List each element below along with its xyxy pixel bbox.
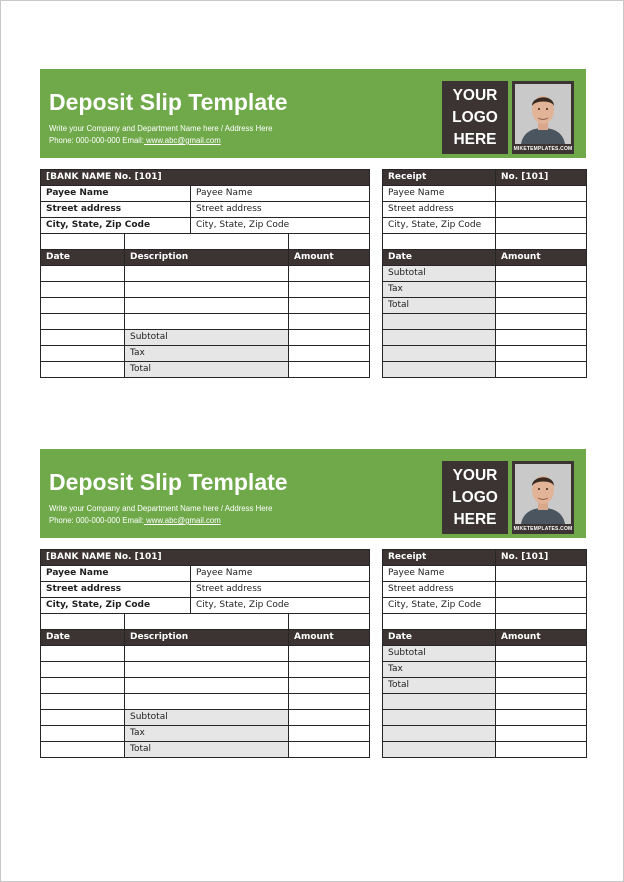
description-cell[interactable]	[125, 266, 289, 282]
receipt-subtotal-label: Subtotal	[383, 266, 496, 282]
amount-cell[interactable]	[289, 266, 370, 282]
date-column-header: Date	[41, 250, 125, 266]
city-field[interactable]: City, State, Zip Code	[191, 218, 370, 234]
receipt-cell[interactable]	[496, 726, 587, 742]
bank-name-header: [BANK NAME No. [101]	[41, 170, 370, 186]
receipt-header: Receipt	[383, 170, 496, 186]
table-row	[383, 218, 587, 234]
table-row	[383, 282, 587, 298]
bank-name-header: [BANK NAME No. [101]	[41, 550, 370, 566]
amount-cell[interactable]	[289, 314, 370, 330]
description-cell[interactable]	[125, 282, 289, 298]
table-row	[383, 598, 587, 614]
subtotal-label: Subtotal	[125, 330, 289, 346]
table-row	[41, 694, 370, 710]
receipt-cell[interactable]	[496, 362, 587, 378]
date-cell[interactable]	[41, 346, 125, 362]
date-cell[interactable]	[41, 646, 125, 662]
date-cell[interactable]	[41, 662, 125, 678]
subtotal-amount[interactable]	[289, 330, 370, 346]
payee-label: Payee Name	[41, 186, 191, 202]
city-label: City, State, Zip Code	[41, 598, 191, 614]
subtotal-amount[interactable]	[289, 710, 370, 726]
table-row	[383, 662, 587, 678]
table-row	[383, 234, 587, 250]
street-field[interactable]: Street address	[191, 202, 370, 218]
receipt-cell[interactable]	[496, 710, 587, 726]
receipt-cell[interactable]	[383, 362, 496, 378]
logo-line: HERE	[453, 510, 497, 528]
table-row	[383, 298, 587, 314]
blank-cell[interactable]	[41, 614, 125, 630]
logo-placeholder	[442, 461, 508, 534]
deposit-table	[40, 549, 370, 758]
receipt-cell[interactable]	[383, 614, 496, 630]
table-row	[383, 742, 587, 758]
date-cell[interactable]	[41, 742, 125, 758]
table-row	[383, 330, 587, 346]
table-row	[383, 726, 587, 742]
receipt-tax-label: Tax	[383, 662, 496, 678]
receipt-city: City, State, Zip Code	[383, 218, 496, 234]
table-row	[41, 550, 370, 566]
amount-cell[interactable]	[289, 694, 370, 710]
blank-cell[interactable]	[289, 234, 370, 250]
receipt-cell[interactable]	[383, 314, 496, 330]
receipt-amount-header: Amount	[496, 250, 587, 266]
table-row	[41, 346, 370, 362]
table-row	[383, 170, 587, 186]
date-cell[interactable]	[41, 726, 125, 742]
table-row	[41, 186, 370, 202]
blank-cell[interactable]	[125, 234, 289, 250]
amount-column-header: Amount	[289, 250, 370, 266]
blank-cell[interactable]	[125, 614, 289, 630]
receipt-cell[interactable]	[496, 614, 587, 630]
receipt-cell[interactable]	[496, 282, 587, 298]
tax-amount[interactable]	[289, 726, 370, 742]
street-field[interactable]: Street address	[191, 582, 370, 598]
date-cell[interactable]	[41, 314, 125, 330]
table-row	[383, 346, 587, 362]
table-row	[41, 218, 370, 234]
table-row	[383, 314, 587, 330]
total-amount[interactable]	[289, 362, 370, 378]
receipt-header: Receipt	[383, 550, 496, 566]
amount-column-header: Amount	[289, 630, 370, 646]
receipt-number: No. [101]	[496, 550, 587, 566]
table-row	[41, 614, 370, 630]
description-column-header: Description	[125, 250, 289, 266]
receipt-payee: Payee Name	[383, 566, 496, 582]
receipt-cell[interactable]	[496, 582, 587, 598]
table-row	[41, 742, 370, 758]
street-label: Street address	[41, 202, 191, 218]
receipt-street: Street address	[383, 202, 496, 218]
logo-line: LOGO	[452, 488, 498, 506]
receipt-cell[interactable]	[383, 710, 496, 726]
table-row	[41, 726, 370, 742]
receipt-cell[interactable]	[496, 202, 587, 218]
table-row	[383, 630, 587, 646]
table-row	[383, 566, 587, 582]
logo-line: HERE	[453, 130, 497, 148]
table-row	[41, 678, 370, 694]
amount-cell[interactable]	[289, 298, 370, 314]
slip-title: Deposit Slip Template	[49, 89, 288, 115]
slip-banner	[40, 449, 586, 538]
table-row	[41, 598, 370, 614]
amount-cell[interactable]	[289, 678, 370, 694]
table-row	[41, 362, 370, 378]
table-row	[383, 694, 587, 710]
description-column-header: Description	[125, 630, 289, 646]
logo-line: YOUR	[452, 86, 498, 104]
table-row	[41, 266, 370, 282]
profile-photo	[512, 461, 574, 534]
receipt-cell[interactable]	[496, 662, 587, 678]
receipt-table	[382, 169, 587, 378]
subtotal-label: Subtotal	[125, 710, 289, 726]
receipt-cell[interactable]	[496, 598, 587, 614]
slip-title: Deposit Slip Template	[49, 469, 288, 495]
payee-field[interactable]: Payee Name	[191, 186, 370, 202]
receipt-subtotal-label: Subtotal	[383, 646, 496, 662]
date-cell[interactable]	[41, 678, 125, 694]
table-row	[41, 630, 370, 646]
company-line: Write your Company and Department Name here / Address Here	[49, 124, 273, 133]
description-cell[interactable]	[125, 314, 289, 330]
table-row	[383, 646, 587, 662]
amount-cell[interactable]	[289, 646, 370, 662]
receipt-cell[interactable]	[383, 346, 496, 362]
receipt-cell[interactable]	[496, 298, 587, 314]
receipt-date-header: Date	[383, 630, 496, 646]
description-cell[interactable]	[125, 662, 289, 678]
receipt-tax-label: Tax	[383, 282, 496, 298]
deposit-table	[40, 169, 370, 378]
table-row	[383, 582, 587, 598]
logo-line: LOGO	[452, 108, 498, 126]
total-label: Total	[125, 362, 289, 378]
receipt-cell[interactable]	[496, 218, 587, 234]
table-row	[41, 646, 370, 662]
table-row	[383, 614, 587, 630]
table-row	[41, 298, 370, 314]
table-row	[41, 662, 370, 678]
table-row	[41, 170, 370, 186]
receipt-date-header: Date	[383, 250, 496, 266]
date-cell[interactable]	[41, 710, 125, 726]
email-link[interactable]: www.abc@gmail.com	[143, 516, 221, 525]
description-cell[interactable]	[125, 298, 289, 314]
logo-placeholder	[442, 81, 508, 154]
payee-label: Payee Name	[41, 566, 191, 582]
total-amount[interactable]	[289, 742, 370, 758]
receipt-cell[interactable]	[383, 330, 496, 346]
date-cell[interactable]	[41, 330, 125, 346]
photo-caption: MIKETEMPLATES.COM	[513, 146, 573, 152]
receipt-number: No. [101]	[496, 170, 587, 186]
table-row	[41, 330, 370, 346]
receipt-cell[interactable]	[383, 234, 496, 250]
company-line: Write your Company and Department Name here / Address Here	[49, 504, 273, 513]
photo-caption: MIKETEMPLATES.COM	[513, 526, 573, 532]
receipt-table	[382, 549, 587, 758]
table-row	[41, 250, 370, 266]
city-label: City, State, Zip Code	[41, 218, 191, 234]
person-photo-icon	[515, 84, 571, 144]
table-row	[41, 582, 370, 598]
table-row	[41, 314, 370, 330]
amount-cell[interactable]	[289, 662, 370, 678]
table-row	[383, 186, 587, 202]
receipt-cell[interactable]	[496, 694, 587, 710]
receipt-cell[interactable]	[383, 694, 496, 710]
receipt-total-label: Total	[383, 298, 496, 314]
table-row	[383, 266, 587, 282]
receipt-cell[interactable]	[383, 726, 496, 742]
city-field[interactable]: City, State, Zip Code	[191, 598, 370, 614]
email-link[interactable]: www.abc@gmail.com	[143, 136, 221, 145]
receipt-cell[interactable]	[496, 566, 587, 582]
date-cell[interactable]	[41, 298, 125, 314]
tax-amount[interactable]	[289, 346, 370, 362]
street-label: Street address	[41, 582, 191, 598]
receipt-amount-header: Amount	[496, 630, 587, 646]
receipt-cell[interactable]	[496, 742, 587, 758]
receipt-city: City, State, Zip Code	[383, 598, 496, 614]
total-label: Total	[125, 742, 289, 758]
table-row	[383, 202, 587, 218]
person-photo-icon	[515, 464, 571, 524]
tax-label: Tax	[125, 346, 289, 362]
receipt-cell[interactable]	[496, 330, 587, 346]
receipt-cell[interactable]	[496, 314, 587, 330]
receipt-payee: Payee Name	[383, 186, 496, 202]
phone-text: Phone: 000-000-000 Email:	[49, 136, 144, 145]
receipt-street: Street address	[383, 582, 496, 598]
receipt-total-label: Total	[383, 678, 496, 694]
table-row	[383, 550, 587, 566]
profile-photo	[512, 81, 574, 154]
table-row	[41, 710, 370, 726]
table-row	[41, 234, 370, 250]
contact-line	[49, 516, 221, 525]
blank-cell[interactable]	[41, 234, 125, 250]
table-row	[383, 362, 587, 378]
logo-line: YOUR	[452, 466, 498, 484]
receipt-cell[interactable]	[496, 186, 587, 202]
date-cell[interactable]	[41, 282, 125, 298]
slip-banner	[40, 69, 586, 158]
receipt-cell[interactable]	[496, 266, 587, 282]
description-cell[interactable]	[125, 694, 289, 710]
date-cell[interactable]	[41, 362, 125, 378]
date-column-header: Date	[41, 630, 125, 646]
table-row	[41, 202, 370, 218]
description-cell[interactable]	[125, 678, 289, 694]
date-cell[interactable]	[41, 694, 125, 710]
date-cell[interactable]	[41, 266, 125, 282]
amount-cell[interactable]	[289, 282, 370, 298]
receipt-cell[interactable]	[496, 678, 587, 694]
receipt-cell[interactable]	[496, 346, 587, 362]
receipt-cell[interactable]	[383, 742, 496, 758]
table-row	[383, 250, 587, 266]
payee-field[interactable]: Payee Name	[191, 566, 370, 582]
table-row	[383, 710, 587, 726]
receipt-cell[interactable]	[496, 234, 587, 250]
tax-label: Tax	[125, 726, 289, 742]
table-row	[383, 678, 587, 694]
description-cell[interactable]	[125, 646, 289, 662]
phone-text: Phone: 000-000-000 Email:	[49, 516, 144, 525]
receipt-cell[interactable]	[496, 646, 587, 662]
blank-cell[interactable]	[289, 614, 370, 630]
table-row	[41, 566, 370, 582]
contact-line	[49, 136, 221, 145]
table-row	[41, 282, 370, 298]
